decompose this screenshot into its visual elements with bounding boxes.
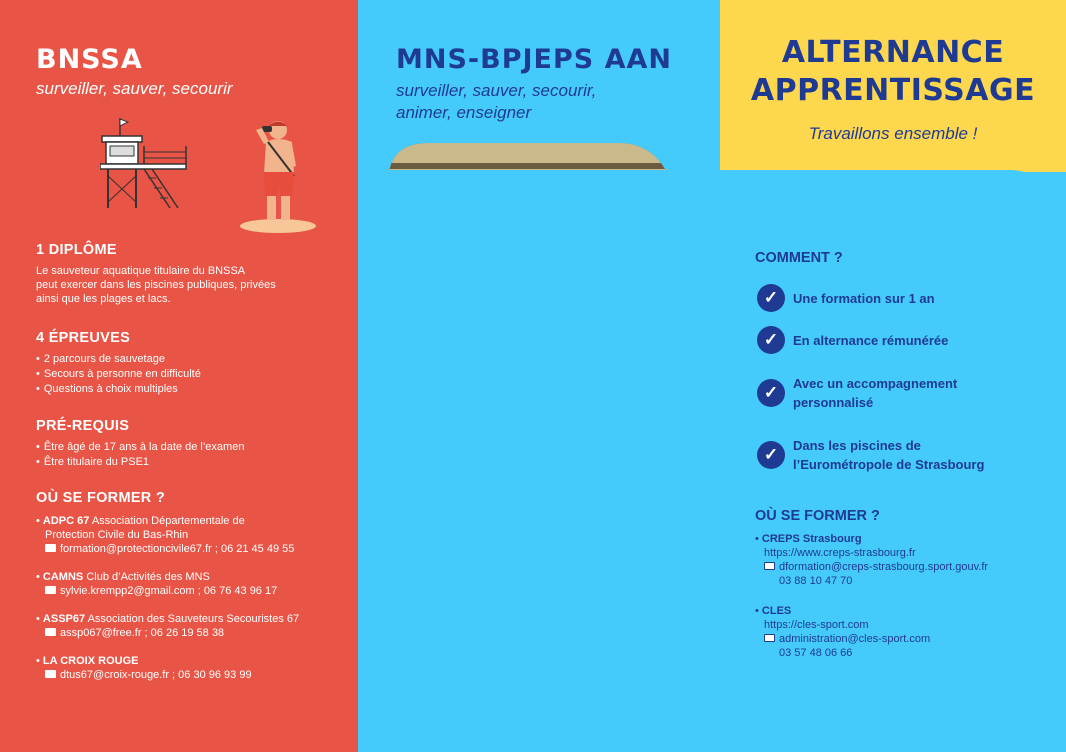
bnssa-prerequis-list — [36, 440, 336, 470]
org-url[interactable]: https://www.creps-strasbourg.fr — [764, 547, 916, 559]
bnssa-title: BNSSA — [36, 44, 143, 75]
org-camns: • CAMNS Club d’Activités des MNS sylvie.krempp2@gmail.com ; 06 76 43 96 17 — [36, 571, 278, 597]
comment-item — [757, 436, 1057, 474]
comment-heading: COMMENT ? — [755, 250, 843, 266]
bnssa-ou-heading: OÙ SE FORMER ? — [36, 490, 166, 506]
list-item: • Être âgé de 17 ans à la date de l’examen — [36, 440, 336, 455]
list-item: • 2 parcours de sauvetage — [36, 352, 336, 367]
mail-icon — [45, 670, 56, 678]
bnssa-epreuves-section — [36, 330, 336, 397]
comment-item — [757, 374, 1057, 412]
mail-icon — [764, 562, 775, 570]
lifeguard-person-illustration — [236, 116, 320, 234]
org-croix-rouge: • LA CROIX ROUGE dtus67@croix-rouge.fr ; 06 30 96 93 99 — [36, 655, 252, 681]
lifeguard-tower-illustration — [100, 116, 190, 212]
mns-subtitle-line: animer, enseigner — [396, 103, 532, 122]
mns-subtitle-line: surveiller, sauver, secourir, — [396, 81, 597, 100]
org-desc: Club d’Activités des MNS — [86, 571, 210, 583]
list-item: • Secours à personne en difficulté — [36, 367, 336, 382]
bnssa-diplome-heading: 1 DIPLÔME — [36, 242, 117, 258]
org-creps: • CREPS Strasbourg https://www.creps-strasbourg.fr dformation@creps-strasbourg.sport.gouv.fr 03 88 10 47 70 — [755, 532, 1055, 588]
comment-item — [757, 326, 1057, 354]
org-contact[interactable]: sylvie.krempp2@gmail.com ; 06 76 43 96 17 — [60, 585, 278, 597]
bnssa-diplome-line: Le sauveteur aquatique titulaire du BNSSA — [36, 265, 246, 277]
comment-item-text: Avec un accompagnement personnalisé — [793, 376, 958, 410]
check-icon: ✓ — [757, 284, 785, 312]
mns-title: MNS-BPJEPS AAN — [396, 44, 672, 75]
mail-icon — [45, 544, 56, 552]
org-assp67: • ASSP67 Association des Sauveteurs Secouristes 67 assp067@free.fr ; 06 26 19 58 38 — [36, 613, 300, 639]
list-item: • Être titulaire du PSE1 — [36, 455, 336, 470]
alternance-column — [720, 0, 1066, 752]
org-adpc67: • ADPC 67 Association Départementale de Protection Civile du Bas-Rhin formation@protectioncivile67.fr ; 06 21 45 49 55 — [36, 514, 346, 556]
alternance-title — [720, 34, 1066, 110]
bnssa-column — [0, 0, 358, 752]
comment-item-text: Une formation sur 1 an — [793, 290, 935, 306]
alternance-title-line: ALTERNANCE — [781, 35, 1005, 70]
org-name: CAMNS — [42, 571, 84, 583]
bnssa-diplome-line: ainsi que les plages et lacs. — [36, 293, 171, 305]
org-contact[interactable]: assp067@free.fr ; 06 26 19 58 38 — [60, 627, 225, 639]
org-contact[interactable]: dtus67@croix-rouge.fr ; 06 30 96 93 99 — [60, 669, 252, 681]
comment-item — [757, 284, 1057, 312]
bnssa-prerequis-section — [36, 418, 336, 470]
org-desc: Association Départementale de — [91, 515, 245, 527]
mail-icon — [45, 586, 56, 594]
bnssa-prerequis-heading: PRÉ-REQUIS — [36, 418, 130, 434]
org-desc: Protection Civile du Bas-Rhin — [45, 529, 189, 541]
comment-item-text: En alternance rémunérée — [793, 332, 949, 348]
alternance-tagline: Travaillons ensemble ! — [808, 124, 978, 143]
org-name: CREPS Strasbourg — [761, 533, 862, 545]
bnssa-ou-section — [36, 490, 346, 682]
org-contact[interactable]: formation@protectioncivile67.fr ; 06 21 45 49 55 — [60, 543, 295, 555]
check-icon: ✓ — [757, 441, 785, 469]
mns-subtitle — [396, 80, 596, 124]
org-name: ADPC 67 — [42, 515, 90, 527]
mail-icon — [764, 634, 775, 642]
bnssa-diplome-line: peut exercer dans les piscines publiques, privées — [36, 279, 276, 291]
mail-icon — [45, 628, 56, 636]
org-name: CLES — [761, 605, 792, 617]
bnssa-epreuves-heading: 4 ÉPREUVES — [36, 330, 131, 346]
bnssa-diplome-section — [36, 242, 336, 306]
org-name: LA CROIX ROUGE — [42, 655, 139, 667]
org-email[interactable]: administration@cles-sport.com — [779, 633, 931, 645]
org-phone: 03 57 48 06 66 — [779, 647, 853, 659]
alternance-title-line: APPRENTISSAGE — [750, 73, 1036, 108]
org-cles: • CLES https://cles-sport.com administration@cles-sport.com 03 57 48 06 66 — [755, 604, 1055, 660]
alternance-ou-heading: OÙ SE FORMER ? — [755, 508, 880, 524]
org-desc: Association des Sauveteurs Secouristes 67 — [87, 613, 300, 625]
org-name: ASSP67 — [42, 613, 86, 625]
bnssa-epreuves-list — [36, 352, 336, 397]
check-icon: ✓ — [757, 326, 785, 354]
org-email[interactable]: dformation@creps-strasbourg.sport.gouv.fr — [779, 561, 989, 573]
org-phone: 03 88 10 47 70 — [779, 575, 853, 587]
bnssa-subtitle: surveiller, sauver, secourir — [36, 79, 233, 98]
check-icon: ✓ — [757, 379, 785, 407]
org-url[interactable]: https://cles-sport.com — [764, 619, 869, 631]
list-item: • Questions à choix multiples — [36, 382, 336, 397]
comment-item-text: Dans les piscines de l’Eurométropole de Strasbourg — [793, 438, 985, 472]
